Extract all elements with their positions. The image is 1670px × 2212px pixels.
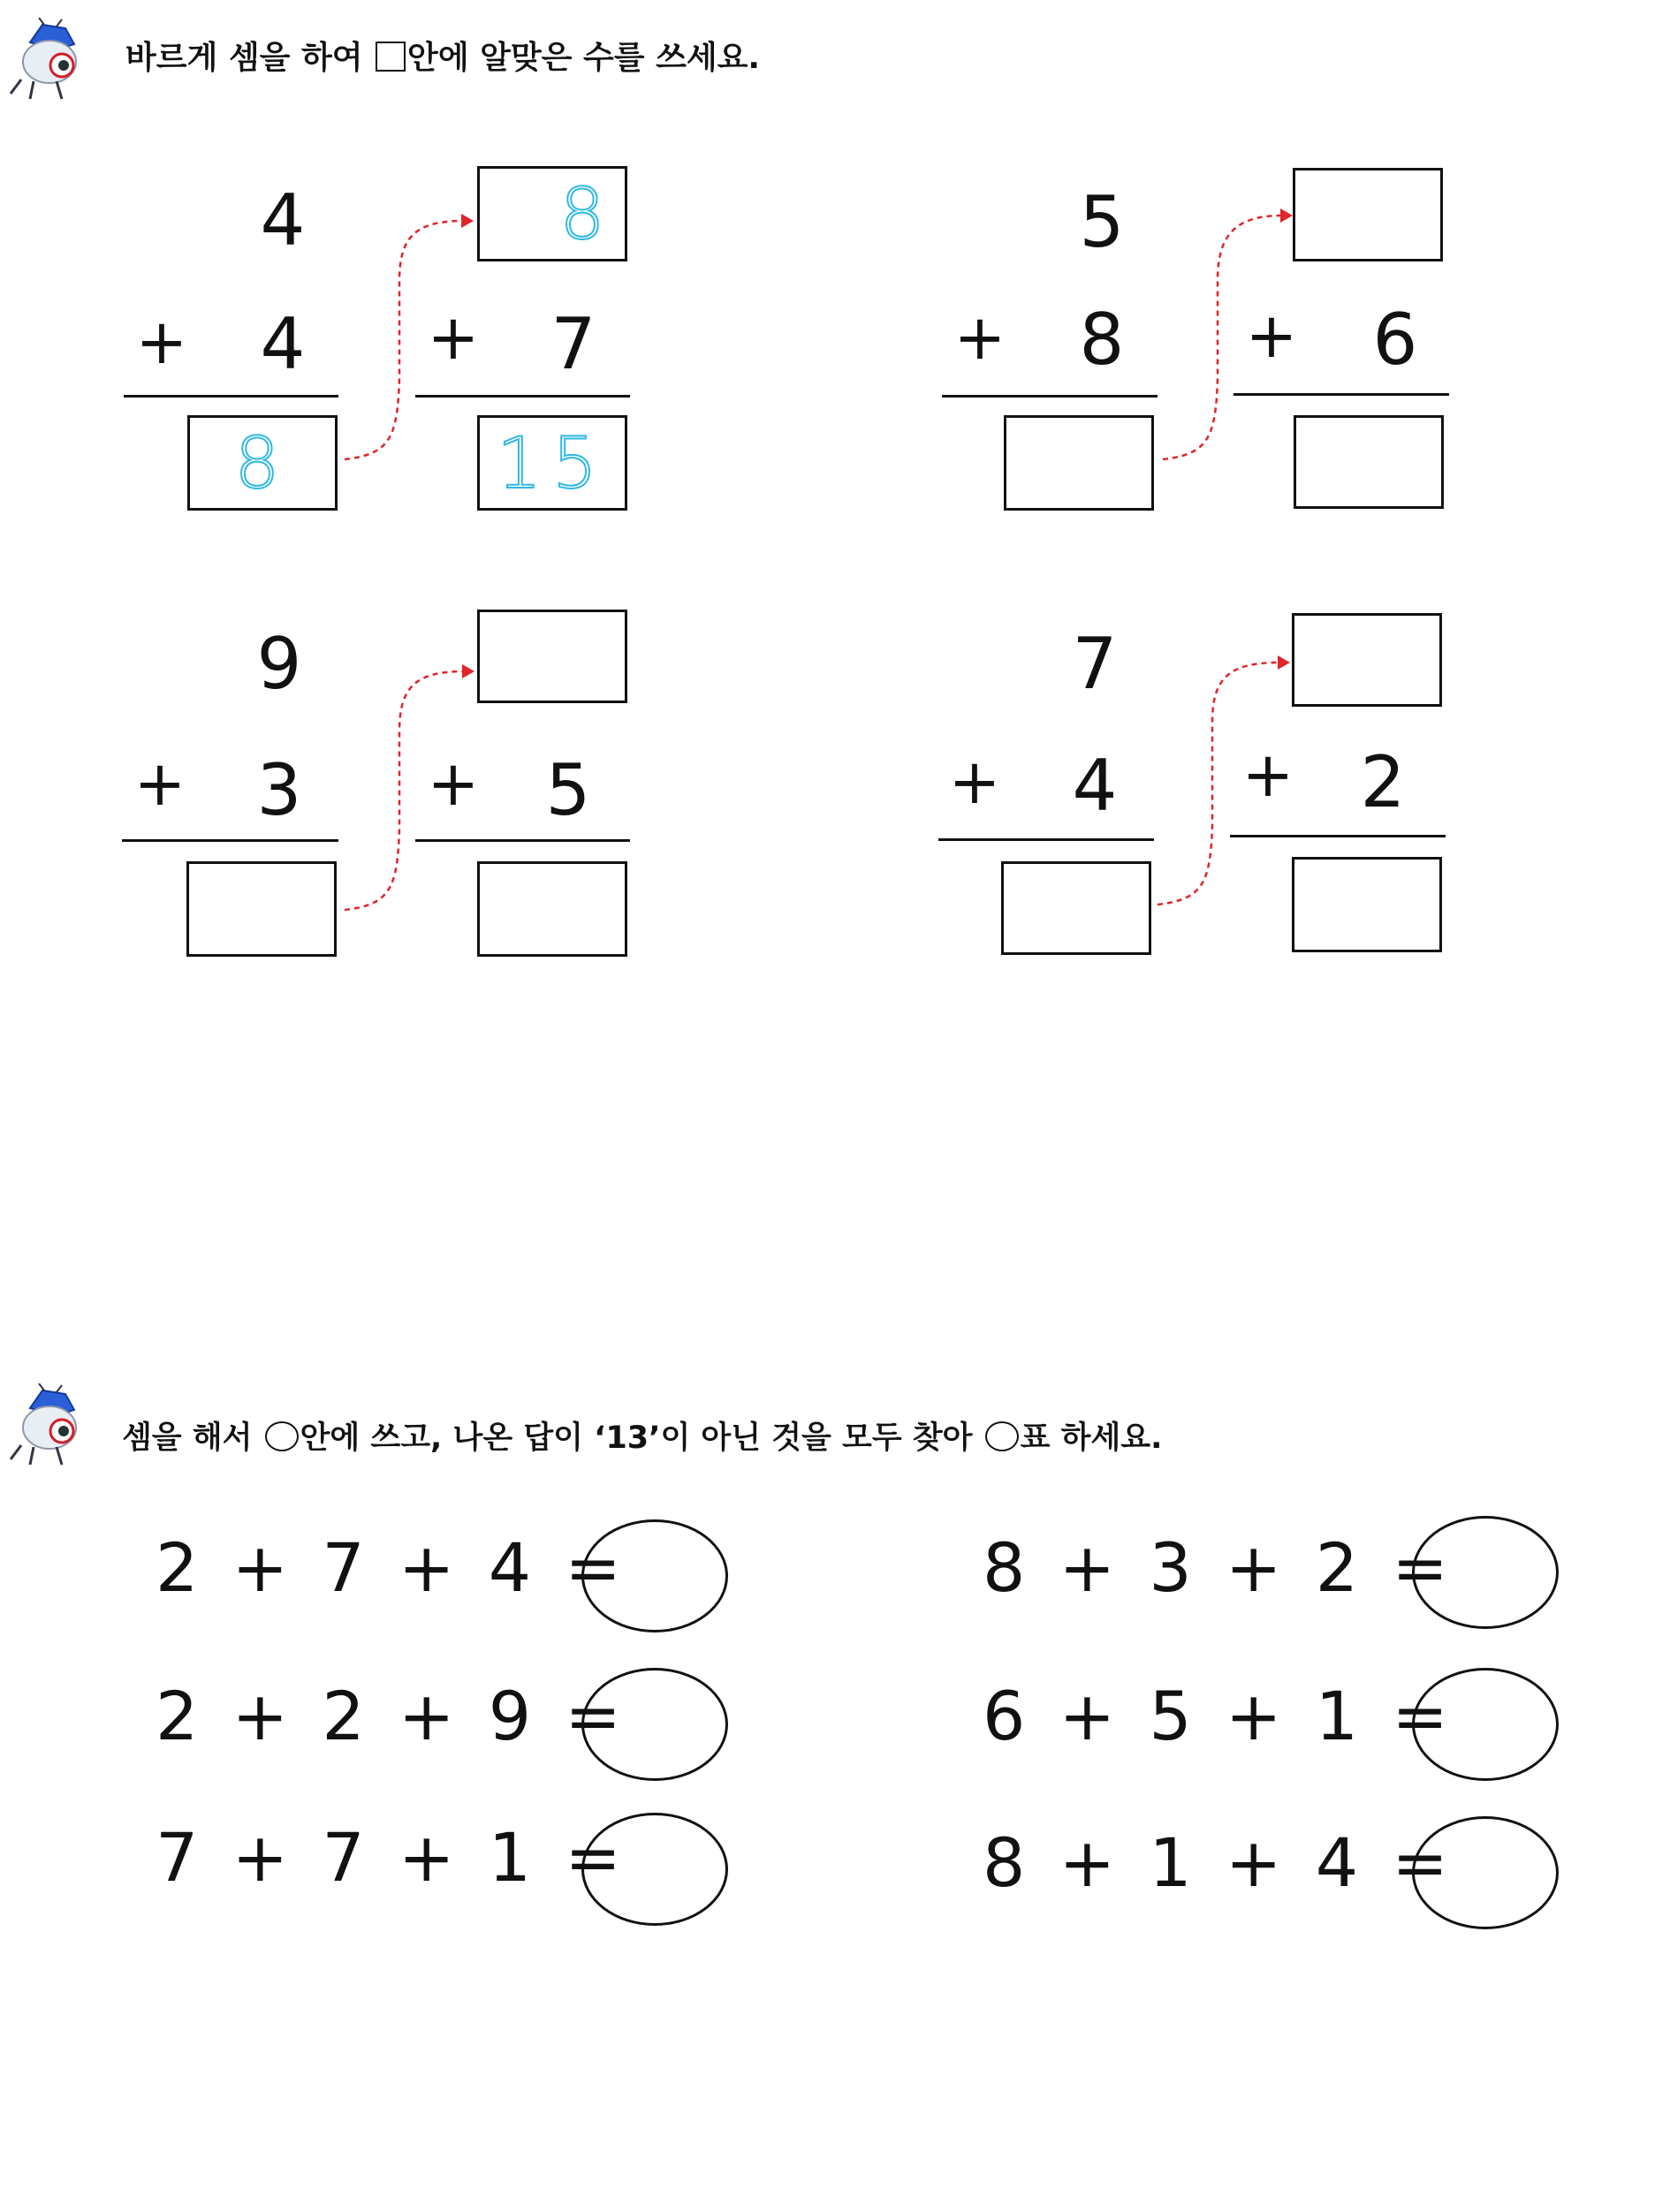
addend-b: 4 [1072, 745, 1118, 827]
plus-sign-2: + [1245, 299, 1298, 372]
total-box[interactable] [477, 861, 627, 957]
total-box[interactable] [1294, 415, 1444, 509]
sum-line [938, 838, 1154, 841]
instruction-1-pre: 바르게 셈을 하여 [125, 40, 363, 76]
answer-oval-3[interactable] [581, 1668, 728, 1781]
answer-oval-2[interactable] [1412, 1516, 1559, 1629]
carry-box[interactable] [1292, 613, 1442, 707]
plus-sign: + [135, 306, 188, 378]
plus-sign-2: + [1241, 739, 1294, 811]
circle-symbol-icon [265, 1421, 299, 1451]
addend-a: 4 [260, 179, 306, 261]
carry-guide: 8 [559, 172, 616, 255]
plus-sign-2: + [427, 747, 480, 820]
equation-4: 6 + 5 + 1 = [983, 1677, 1448, 1755]
total-box[interactable] [477, 415, 627, 511]
addend-c: 7 [550, 303, 596, 385]
transfer-arrow-icon [1150, 652, 1294, 917]
addend-b: 4 [260, 303, 306, 385]
circle-symbol-icon [985, 1421, 1019, 1451]
addend-a: 7 [1072, 623, 1118, 705]
equation-6: 8 + 1 + 4 = [983, 1823, 1448, 1902]
sum-box[interactable] [187, 415, 338, 511]
equation-2: 8 + 3 + 2 = [983, 1528, 1448, 1607]
sum-box[interactable] [1001, 861, 1151, 955]
addend-b: 3 [256, 749, 302, 831]
plus-sign: + [948, 746, 1001, 818]
instruction-2-mid: 안에 쓰고, 나온 답이 ‘13’이 아닌 것을 모두 찾아 [300, 1420, 973, 1456]
square-symbol-icon [376, 42, 406, 72]
equation-1: 2 + 7 + 4 = [156, 1528, 621, 1607]
total-guide: 15 [497, 421, 608, 504]
answer-oval-4[interactable] [1412, 1668, 1559, 1781]
addend-c: 2 [1360, 741, 1406, 823]
mascot-icon [4, 18, 88, 102]
sum-line [122, 839, 338, 842]
instruction-2 [122, 1419, 1162, 1458]
plus-sign: + [953, 301, 1006, 374]
answer-oval-1[interactable] [581, 1519, 728, 1632]
addend-a: 5 [1079, 181, 1125, 263]
plus-sign: + [133, 747, 186, 820]
instruction-2-pre: 셈을 해서 [122, 1420, 253, 1456]
sum-guide: 8 [234, 421, 291, 504]
answer-oval-6[interactable] [1412, 1816, 1559, 1929]
carry-box[interactable] [1293, 168, 1443, 261]
transfer-arrow-icon [1154, 201, 1295, 475]
transfer-arrow-icon [336, 652, 477, 926]
instruction-2-post: 표 하세요. [1020, 1420, 1163, 1456]
plus-sign-2: + [427, 301, 480, 374]
addend-b: 8 [1079, 299, 1125, 381]
sum-box[interactable] [186, 861, 337, 957]
equation-3: 2 + 2 + 9 = [156, 1677, 621, 1755]
sum-line [124, 395, 338, 398]
carry-box[interactable] [477, 610, 627, 703]
equation-5: 7 + 7 + 1 = [156, 1818, 621, 1897]
sum-box[interactable] [1004, 415, 1154, 511]
addend-c: 5 [545, 749, 591, 831]
instruction-1 [125, 39, 760, 78]
addend-c: 6 [1372, 299, 1418, 381]
total-box[interactable] [1292, 857, 1442, 952]
answer-oval-5[interactable] [581, 1813, 728, 1926]
transfer-arrow-icon [336, 201, 477, 475]
addend-a: 9 [256, 623, 302, 705]
mascot-icon [4, 1383, 88, 1468]
sum-line [942, 395, 1158, 398]
carry-box[interactable] [477, 166, 627, 261]
instruction-1-post: 안에 알맞은 수를 쓰세요. [407, 40, 761, 76]
